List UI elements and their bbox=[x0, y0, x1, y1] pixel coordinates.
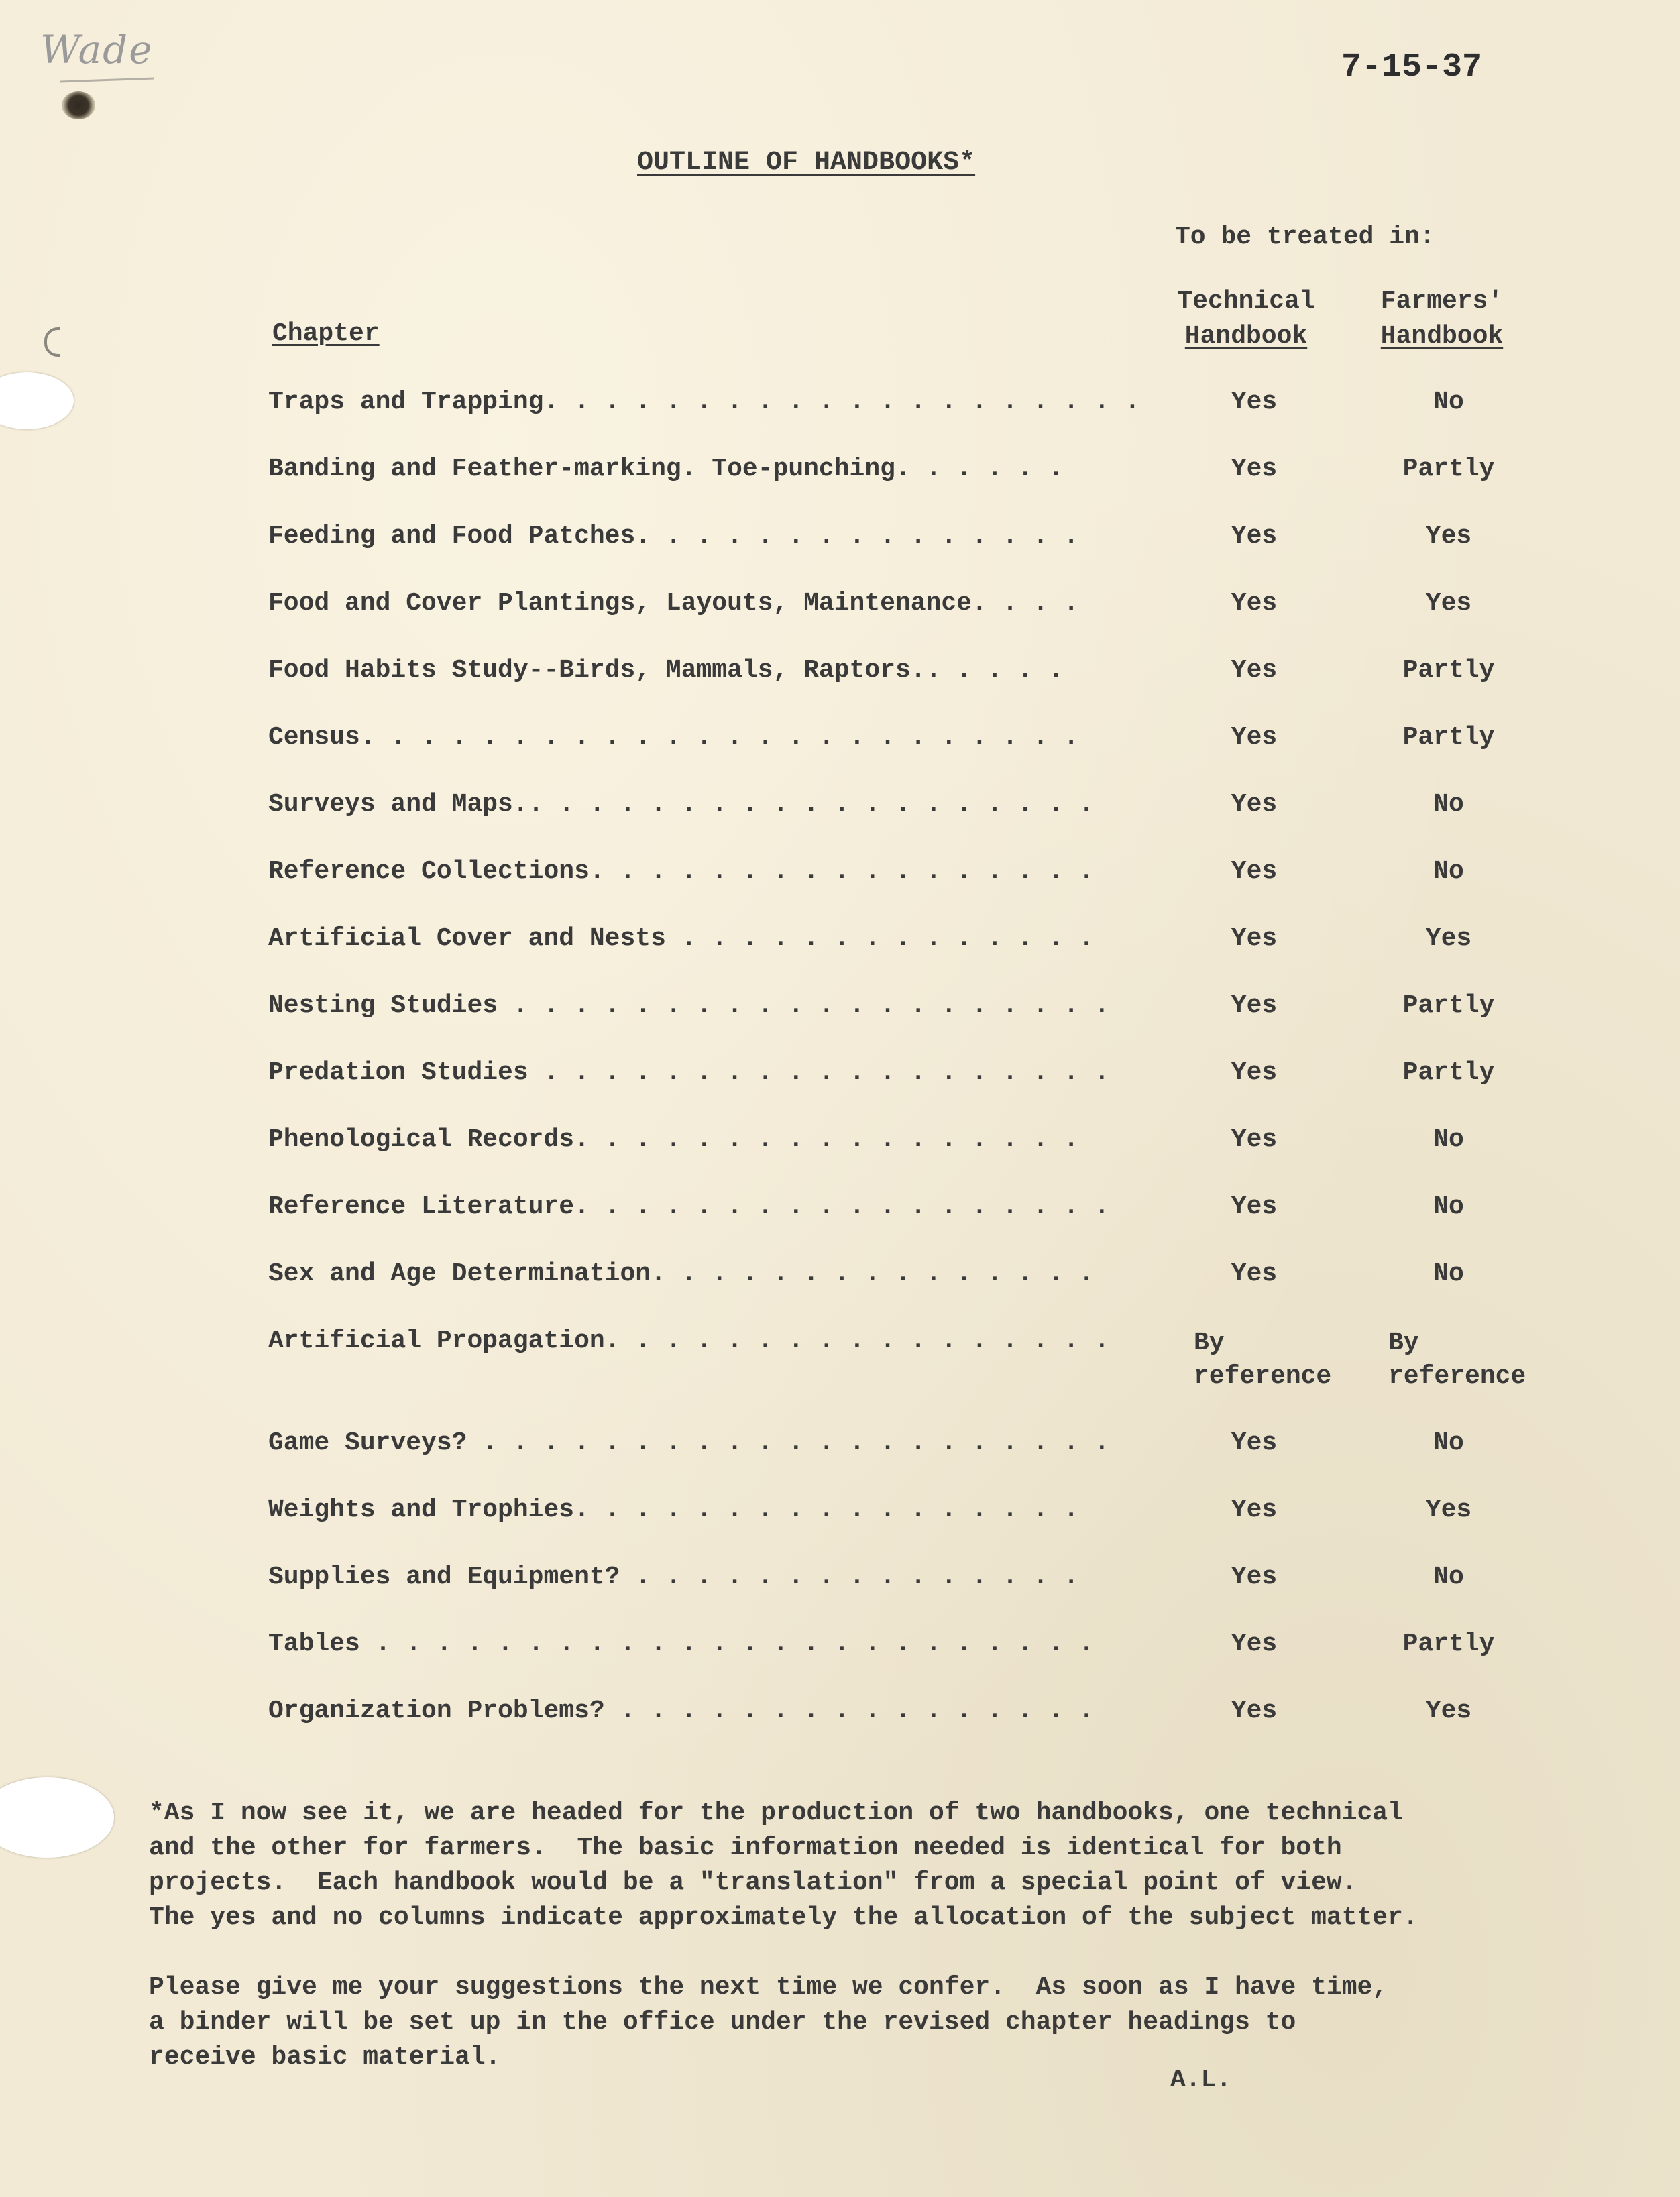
farmers-cell: No bbox=[1433, 857, 1464, 886]
technical-cell: Yes bbox=[1231, 455, 1278, 484]
farmers-cell: No bbox=[1433, 1192, 1464, 1221]
table-row bbox=[268, 723, 1610, 763]
chapter-cell: Feeding and Food Patches. . . . . . . . . . . . . . . bbox=[268, 522, 1079, 551]
chapter-cell: Organization Problems? . . . . . . . . . . . . . . . . bbox=[268, 1697, 1095, 1726]
chapter-cell: Artificial Cover and Nests . . . . . . . . . . . . . . bbox=[268, 924, 1095, 953]
chapter-cell: Food and Cover Plantings, Layouts, Maintenance. . . . bbox=[268, 589, 1079, 618]
chapter-cell: Phenological Records. . . . . . . . . . . . . . . . . bbox=[268, 1125, 1079, 1154]
table-row bbox=[268, 1125, 1610, 1166]
chapter-cell: Reference Collections. . . . . . . . . . . . . . . . . bbox=[268, 857, 1095, 886]
chapter-cell: Census. . . . . . . . . . . . . . . . . . . . . . . . bbox=[268, 723, 1079, 752]
chapter-cell: Surveys and Maps.. . . . . . . . . . . . . . . . . . . bbox=[268, 790, 1095, 819]
table-row bbox=[268, 857, 1610, 897]
technical-cell: Yes bbox=[1231, 1697, 1278, 1726]
technical-header-line1: Technical bbox=[1177, 287, 1315, 316]
chapter-cell: Nesting Studies . . . . . . . . . . . . . . . . . . . . bbox=[268, 991, 1110, 1020]
chapter-cell: Banding and Feather-marking. Toe-punching. . . . . . bbox=[268, 455, 1064, 484]
technical-cell: Yes bbox=[1231, 1192, 1278, 1221]
farmers-cell: Yes bbox=[1425, 1496, 1472, 1524]
farmers-cell: No bbox=[1433, 1563, 1464, 1591]
chapter-cell: Reference Literature. . . . . . . . . . . . . . . . . . bbox=[268, 1192, 1110, 1221]
chapter-cell: Game Surveys? . . . . . . . . . . . . . . . . . . . . . bbox=[268, 1428, 1110, 1457]
technical-cell: Yes bbox=[1231, 1496, 1278, 1524]
footnote-paragraph-2: Please give me your suggestions the next time we confer. As soon as I have time, a binder will be set up in the office under the revised chapter headings to receive basic material. bbox=[149, 1973, 1388, 2072]
table-row bbox=[268, 991, 1610, 1031]
technical-cell: Yes bbox=[1231, 522, 1278, 551]
table-row bbox=[268, 1563, 1610, 1603]
farmers-handbook-header bbox=[1361, 284, 1522, 354]
footnote bbox=[149, 1796, 1624, 2075]
chapter-cell: Predation Studies . . . . . . . . . . . . . . . . . . . bbox=[268, 1058, 1110, 1087]
table-row bbox=[268, 1192, 1610, 1233]
farmers-cell: Partly bbox=[1402, 991, 1495, 1020]
handwritten-note: Wade bbox=[40, 27, 154, 72]
technical-header-line2: Handbook bbox=[1184, 322, 1308, 351]
technical-cell: Yes bbox=[1231, 790, 1278, 819]
technical-cell: Yes bbox=[1231, 991, 1278, 1020]
technical-cell: By reference bbox=[1194, 1329, 1332, 1391]
chapter-cell: Traps and Trapping. . . . . . . . . . . . . . . . . . . . bbox=[268, 388, 1140, 416]
table-row bbox=[268, 1259, 1610, 1300]
farmers-cell: Yes bbox=[1425, 522, 1472, 551]
chapter-cell: Weights and Trophies. . . . . . . . . . . . . . . . . bbox=[268, 1496, 1079, 1524]
table-row bbox=[268, 1496, 1610, 1536]
technical-cell: Yes bbox=[1231, 1125, 1278, 1154]
table-row bbox=[268, 790, 1610, 830]
technical-handbook-header bbox=[1166, 284, 1327, 354]
farmers-cell: Partly bbox=[1402, 455, 1495, 484]
farmers-cell: Partly bbox=[1402, 1630, 1495, 1658]
farmers-cell: No bbox=[1433, 1125, 1464, 1154]
technical-cell: Yes bbox=[1231, 924, 1278, 953]
farmers-cell: Partly bbox=[1402, 656, 1495, 685]
chapter-header: Chapter bbox=[272, 319, 380, 348]
document-date: 7-15-37 bbox=[1341, 48, 1483, 87]
ink-stain bbox=[62, 91, 95, 119]
farmers-cell: Partly bbox=[1402, 723, 1495, 752]
table-row bbox=[268, 1058, 1610, 1098]
technical-cell: Yes bbox=[1231, 1058, 1278, 1087]
table-row bbox=[268, 1428, 1610, 1469]
table-row bbox=[268, 522, 1610, 562]
technical-cell: Yes bbox=[1231, 1259, 1278, 1288]
farmers-header-line2: Handbook bbox=[1380, 322, 1504, 351]
farmers-cell: No bbox=[1433, 1428, 1464, 1457]
technical-cell: Yes bbox=[1231, 857, 1278, 886]
technical-cell: Yes bbox=[1231, 388, 1278, 416]
farmers-cell: Yes bbox=[1425, 1697, 1472, 1726]
table-row bbox=[268, 589, 1610, 629]
table-row bbox=[268, 1697, 1610, 1737]
chapter-cell: Food Habits Study--Birds, Mammals, Raptors.. . . . . bbox=[268, 656, 1064, 685]
technical-cell: Yes bbox=[1231, 589, 1278, 618]
farmers-header-line1: Farmers' bbox=[1380, 287, 1504, 316]
table-row bbox=[268, 924, 1610, 964]
chapter-cell: Artificial Propagation. . . . . . . . . . . . . . . . . bbox=[268, 1327, 1110, 1355]
farmers-cell: Partly bbox=[1402, 1058, 1495, 1087]
signature: A.L. bbox=[1170, 2066, 1232, 2094]
farmers-cell: By reference bbox=[1388, 1329, 1526, 1391]
farmers-cell: No bbox=[1433, 790, 1464, 819]
farmers-cell: No bbox=[1433, 388, 1464, 416]
technical-cell: Yes bbox=[1231, 1428, 1278, 1457]
table-row bbox=[268, 455, 1610, 495]
farmers-cell: No bbox=[1433, 1259, 1464, 1288]
chapter-cell: Tables . . . . . . . . . . . . . . . . . . . . . . . . bbox=[268, 1630, 1095, 1658]
chapter-cell: Sex and Age Determination. . . . . . . . . . . . . . . bbox=[268, 1259, 1095, 1288]
footnote-paragraph-1: *As I now see it, we are headed for the production of two handbooks, one technical and the other for farmers. The basic information needed is identical for both projects. Each handbook would be a "translation" from a special point of view. The yes and no columns indicate approximately the allocation of the subject matter. bbox=[149, 1799, 1418, 1932]
technical-cell: Yes bbox=[1231, 723, 1278, 752]
technical-cell: Yes bbox=[1231, 656, 1278, 685]
technical-cell: Yes bbox=[1231, 1630, 1278, 1658]
document-title: OUTLINE OF HANDBOOKS* bbox=[637, 148, 976, 178]
treated-in-label: To be treated in: bbox=[1175, 223, 1435, 251]
technical-cell: Yes bbox=[1231, 1563, 1278, 1591]
table-row bbox=[268, 388, 1610, 428]
table-row bbox=[268, 1630, 1610, 1670]
farmers-cell: Yes bbox=[1425, 589, 1472, 618]
farmers-cell: Yes bbox=[1425, 924, 1472, 953]
table-row bbox=[268, 656, 1610, 696]
chapter-cell: Supplies and Equipment? . . . . . . . . . . . . . . . bbox=[268, 1563, 1079, 1591]
table-row bbox=[268, 1327, 1610, 1391]
